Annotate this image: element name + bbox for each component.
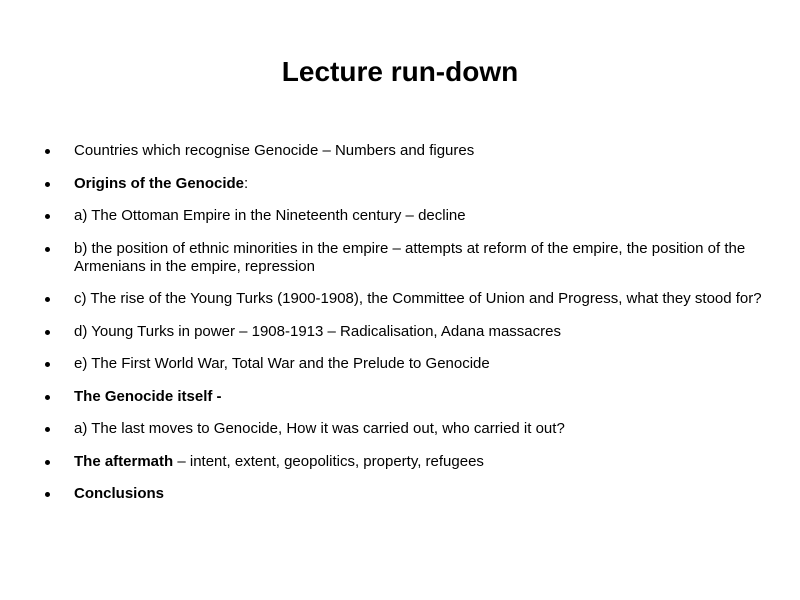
bullet-text: b) the position of ethnic minorities in the empire – attempts at reform of the empire, the position of the Armenians in the empire, repression [74, 239, 746, 275]
bullet-bold-text: Conclusions [74, 485, 165, 502]
bullet-text: c) The rise of the Young Turks (1900-1908), the Committee of Union and Progress, what they stood for? [74, 290, 762, 307]
bullet-icon [45, 247, 50, 252]
list-item [34, 355, 764, 373]
list-item [34, 388, 764, 406]
bullet-text: : [244, 174, 249, 192]
slide-title: Lecture run-down [281, 56, 519, 87]
bullet-bold-text: Origins of the Genocide [74, 174, 245, 192]
list-item [34, 323, 764, 341]
list-item [34, 290, 764, 308]
bullet-icon [45, 460, 50, 465]
bullet-icon [45, 427, 50, 432]
bullet-list [34, 142, 764, 518]
bullet-text: Countries which recognise Genocide – Numbers and figures [74, 142, 475, 159]
list-item [34, 175, 764, 193]
bullet-bold-text: The aftermath [74, 452, 174, 470]
bullet-icon [45, 214, 50, 219]
bullet-text: a) The Ottoman Empire in the Nineteenth century – decline [74, 207, 466, 224]
bullet-icon [45, 362, 50, 367]
bullet-icon [45, 297, 50, 302]
bullet-icon [45, 395, 50, 400]
list-item [34, 485, 764, 503]
bullet-bold-text: The Genocide itself - [74, 387, 222, 405]
bullet-icon [45, 330, 50, 335]
list-item [34, 453, 764, 471]
list-item [34, 142, 764, 160]
bullet-text: d) Young Turks in power – 1908-1913 – Radicalisation, Adana massacres [74, 322, 561, 340]
bullet-text: e) The First World War, Total War and the Prelude to Genocide [74, 355, 490, 372]
bullet-text: – intent, extent, geopolitics, property, refugees [173, 452, 484, 470]
bullet-text: a) The last moves to Genocide, How it was carried out, who carried it out? [74, 420, 565, 437]
list-item [34, 207, 764, 225]
list-item [34, 240, 764, 276]
bullet-icon [45, 149, 50, 154]
bullet-icon [45, 182, 50, 187]
list-item [34, 420, 764, 438]
bullet-icon [45, 492, 50, 497]
